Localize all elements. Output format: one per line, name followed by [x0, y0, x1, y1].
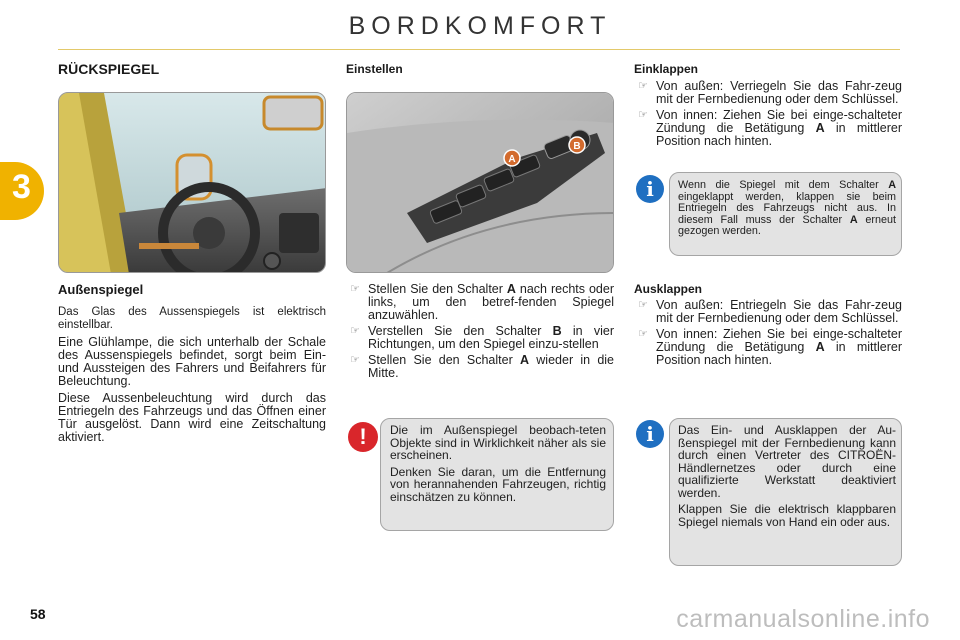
page-number: 58 — [30, 606, 46, 622]
list-item: ☞ Von außen: Verriegeln Sie das Fahr-zeug mit der Fernbedienung oder dem Schlüssel. — [638, 79, 902, 106]
warning-text: Die im Außenspiegel beobach-teten Objekte sind in Wirklichkeit näher als sie erscheinen. Denken Sie daran, um die Entfernung von herannahenden Fahrzeugen, richtig einschätzen zu können. — [390, 423, 606, 504]
adjust-steps-list — [346, 283, 614, 383]
pointing-hand-icon: ☞ — [638, 328, 648, 340]
info-note-remote-text: Das Ein- und Ausklappen der Au-ßenspiegel mit der Fernbedienung kann durch einen Vertreter des CITROËN-Händlernetzes oder durch eine qualifizierte Werkstatt deaktiviert werden. Klappen Sie die elektrisch klappbaren Spiegel niemals von Hand ein oder aus. — [678, 423, 896, 529]
list-item: ☞ Von innen: Ziehen Sie bei einge-schalteter Zündung die Betätigung A in mittlerer Position nach hinten. — [638, 108, 902, 148]
watermark: carmanualsonline.info — [676, 605, 930, 633]
exterior-light-timer-paragraph: Diese Aussenbeleuchtung wird durch das Entriegeln des Fahrzeugs und das Öffnen einer Tür ausgelöst. Dann wird eine Zeitschaltung aktiviert. — [58, 391, 326, 444]
fold-steps-list — [634, 80, 902, 151]
switch-b-label: B — [573, 141, 581, 152]
chapter-number: 3 — [12, 168, 31, 206]
pointing-hand-icon: ☞ — [638, 109, 648, 121]
fold-heading: Einklappen — [634, 62, 699, 76]
exterior-mirror-photo — [58, 92, 326, 273]
pointing-hand-icon: ☞ — [638, 299, 648, 311]
list-item: ☞ Von außen: Entriegeln Sie das Fahr-zeug mit der Fernbedienung oder dem Schlüssel. — [638, 298, 902, 325]
switch-a-label: A — [508, 154, 516, 165]
exterior-mirror-heading: Außenspiegel — [58, 282, 144, 297]
list-item: ☞ Von innen: Ziehen Sie bei einge-schalteter Zündung die Betätigung A in mittlerer Position nach hinten. — [638, 327, 902, 367]
list-item: ☞ Stellen Sie den Schalter A wieder in die Mitte. — [350, 353, 615, 380]
exterior-mirror-intro: Das Glas des Aussenspiegels ist elektrisch einstellbar. — [58, 306, 326, 331]
list-item: ☞ Verstellen Sie den Schalter B in vier Richtungen, um den Spiegel einzu-stellen — [350, 324, 614, 351]
unfold-heading: Ausklappen — [634, 282, 703, 296]
pointing-hand-icon: ☞ — [350, 325, 360, 337]
list-item: ☞ Stellen Sie den Schalter A nach rechts oder links, um den betref-fenden Spiegel anzuwählen. — [350, 282, 614, 322]
adjust-heading: Einstellen — [346, 62, 403, 76]
section-title: RÜCKSPIEGEL — [58, 61, 160, 77]
info-icon: i — [636, 175, 664, 203]
info-icon: i — [636, 420, 664, 448]
pointing-hand-icon: ☞ — [350, 283, 360, 295]
exclamation-icon: ! — [348, 422, 378, 452]
unfold-steps-list — [634, 299, 902, 370]
page-header-title: BORDKOMFORT — [348, 12, 612, 40]
header-divider — [58, 49, 900, 50]
exterior-light-paragraph: Eine Glühlampe, die sich unterhalb der Schale des Aussenspiegels befindet, sorgt beim Ein- und Aussteigen des Fahrers und Beifahrers für Beleuchtung. — [58, 335, 326, 388]
info-note-fold-text: Wenn die Spiegel mit dem Schalter A eingeklappt werden, klappen sie beim Entriegeln des Fahrzeugs nicht aus. In diesem Fall muss der Schalter A erneut gezogen werden. — [678, 179, 896, 237]
pointing-hand-icon: ☞ — [350, 354, 360, 366]
mirror-switch-photo — [346, 92, 614, 273]
pointing-hand-icon: ☞ — [638, 80, 648, 92]
